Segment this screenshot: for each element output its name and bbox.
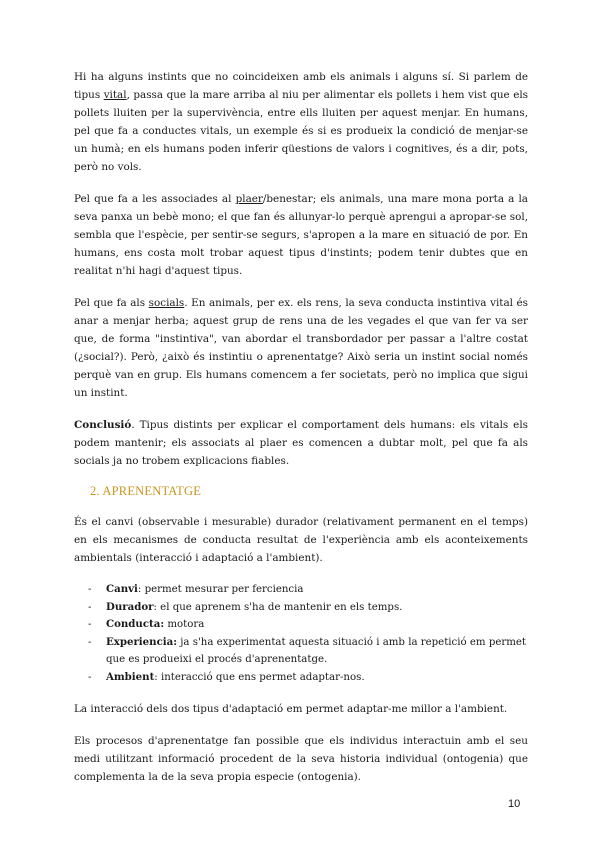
dash: - <box>88 601 92 613</box>
conclusion-label: Conclusió <box>74 419 132 431</box>
dash: - <box>88 636 92 648</box>
text: /benestar; els animals, una mare mona porta a la seva panxa un bebè mono; el que fan és allunyar-lo perquè aprengui a apropar-se sol, sembla que l'espècie, per sentir-se segurs, s'apropen a la mare en situació de por. En humans, ens costa molt trobar aquest tipus d'instints; podem tenir dubtes que en realitat n'hi hagi d'aquest tipus. <box>74 193 529 277</box>
list-item <box>74 581 528 599</box>
list-text: motora <box>164 619 205 630</box>
text: , passa que la mare arriba al niu per alimentar els pollets i hem vist que els pollets lluiten per la supervivència, entre ells lluiten per aquest menjar. En humans, pel que fa a conductes vitals, un exemple és si es produeix la condició de menjar-se un humà; en els humans poden inferir qüestions de valors i cognitives, és a dir, pots, però no vols. <box>74 89 528 173</box>
text: Hi ha alguns instints que no coincideixen amb els animals i alguns sí. Si parlem de tipus <box>74 71 528 101</box>
paragraph-socials <box>74 294 528 402</box>
paragraph-plaer <box>74 190 528 280</box>
list-term: Experiencia: <box>106 635 178 648</box>
term-plaer: plaer <box>235 193 263 205</box>
dash: - <box>88 619 92 630</box>
paragraph-vital <box>74 68 528 176</box>
list-item <box>74 599 528 617</box>
term-socials: socials <box>148 297 185 309</box>
list-text: : permet mesurar per ferciencia <box>137 584 304 595</box>
dash: - <box>88 671 92 683</box>
paragraph-definition: És el canvi (observable i mesurable) durador (relativament permanent en el temps) en els mecanismes de conducta resultat de l'experiència amb els aconteixements ambientals (interacció i adaptació a l'ambient). <box>74 516 528 564</box>
paragraph-processes: Els procesos d'aprenentatge fan possible que els individus interactuin amb el seu medi utilitzant informació procedent de la seva historia individual (ontogenia) que complementa la de la seva propia especie (ontogenia). <box>74 735 528 783</box>
list-term: Canvi <box>106 583 138 595</box>
list-term: Ambient <box>106 670 155 683</box>
text: . En animals, per ex. els rens, la seva conducta instintiva vital és anar a menjar herba; aquest grup de rens una de les vegades el que van fer va ser que, de forma "instintiva", van abordar el transbordador per passar a l'altre costat (¿social?). Però, ¿això és instintiu o aprenentatge? Això seria un instint social només perquè van en grup. Els humans comencem a fer societats, però no implica que sigui un instint. <box>74 297 529 399</box>
section-heading: 2. APRENENTATGE <box>90 484 202 498</box>
list-item <box>74 616 528 634</box>
text: Pel que fa als <box>74 297 149 309</box>
paragraph-interaction: La interacció dels dos tipus d'adaptació em permet adaptar-me millor a l'ambient. <box>74 703 508 715</box>
document-body <box>74 68 528 800</box>
list-term: Durador <box>106 600 154 613</box>
list-item <box>74 634 528 669</box>
list-item <box>74 669 528 687</box>
page-number: 10 <box>508 798 521 810</box>
definition-list <box>74 581 528 686</box>
list-text: : el que aprenem s'ha de mantenir en els temps. <box>153 601 403 613</box>
list-text: : interacció que ens permet adaptar-nos. <box>154 671 365 683</box>
text: Pel que fa a les associades al <box>74 193 236 205</box>
paragraph-conclusio <box>74 416 528 470</box>
text: . Tipus distints per explicar el comportament dels humans: els vitals els podem mantenir; els associats al plaer es comencen a dubtar molt, pel que fa als socials ja no trobem explicacions fiables. <box>74 419 528 467</box>
list-text: ja s'ha experimentat aquesta situació i amb la repetició em permet que es produeixi el procés d'aprenentatge. <box>106 636 527 665</box>
term-vital: vital <box>103 89 127 101</box>
dash: - <box>88 584 92 595</box>
list-term: Conducta: <box>106 618 165 630</box>
